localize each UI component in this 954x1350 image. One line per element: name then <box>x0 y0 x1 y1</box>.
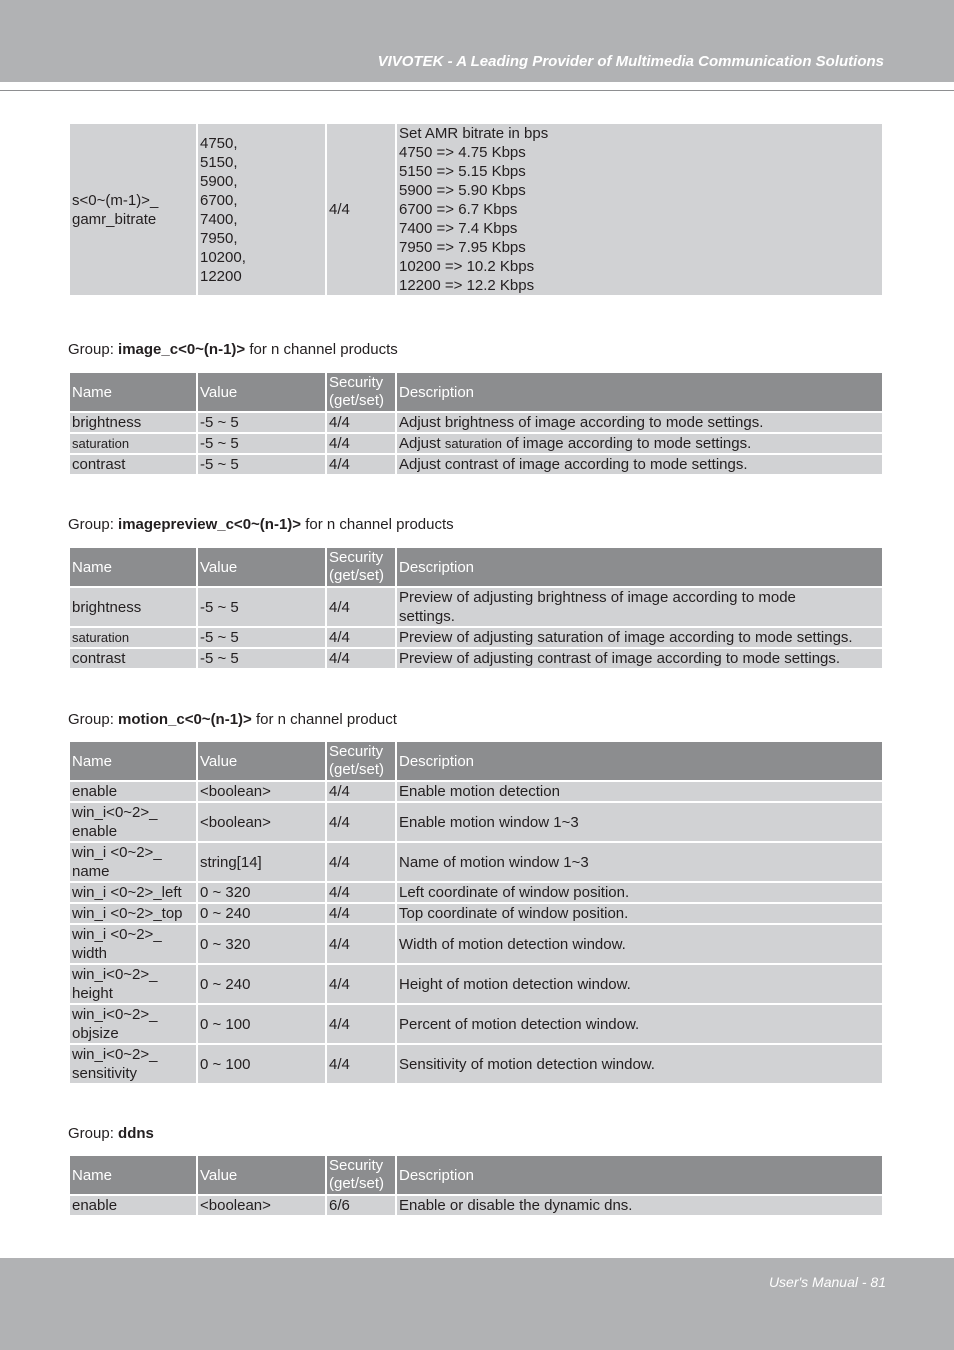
table-row: contrast -5 ~ 5 4/4 Adjust contrast of image according to mode settings. <box>70 455 882 474</box>
param-description-cell: Set AMR bitrate in bps 4750 => 4.75 Kbps 5150 => 5.15 Kbps 5900 => 5.90 Kbps 6700 => 6.7 Kbps 7400 => 7.4 Kbps 7950 => 7.95 Kbps 10200 => 10.2 Kbps 12200 => 12.2 Kbps <box>397 124 882 295</box>
column-header-name: Name <box>70 548 196 586</box>
table-row: brightness -5 ~ 5 4/4 Preview of adjusting brightness of image according to mode settings. <box>70 588 882 626</box>
bitrate-table <box>68 122 884 297</box>
param-security-cell: 4/4 <box>327 124 395 295</box>
column-header-security: Security (get/set) <box>327 373 395 411</box>
table-row <box>70 124 882 295</box>
header-title: VIVOTEK - A Leading Provider of Multimedia Communication Solutions <box>377 53 884 70</box>
table-row: win_i<0~2>_ objsize 0 ~ 100 4/4 Percent of motion detection window. <box>70 1005 882 1043</box>
group-title-image: Group: image_c<0~(n-1)> for n channel products <box>68 341 398 358</box>
page-number: User's Manual - 81 <box>768 1274 886 1290</box>
table-row: saturation -5 ~ 5 4/4 Adjust saturation of image according to mode settings. <box>70 434 882 453</box>
table-header-row <box>70 373 882 411</box>
motion-table <box>68 740 884 1085</box>
column-header-description: Description <box>397 1156 882 1194</box>
column-header-name: Name <box>70 373 196 411</box>
table-row: win_i<0~2>_ sensitivity 0 ~ 100 4/4 Sensitivity of motion detection window. <box>70 1045 882 1083</box>
imagepreview-table <box>68 546 884 670</box>
page-footer <box>0 1258 954 1350</box>
group-title-imagepreview: Group: imagepreview_c<0~(n-1)> for n channel products <box>68 516 454 533</box>
column-header-description: Description <box>397 742 882 780</box>
table-row: win_i<0~2>_ enable <boolean> 4/4 Enable motion window 1~3 <box>70 803 882 841</box>
table-row: enable <boolean> 4/4 Enable motion detection <box>70 782 882 801</box>
table-row: saturation -5 ~ 5 4/4 Preview of adjusting saturation of image according to mode settings. <box>70 628 882 647</box>
column-header-value: Value <box>198 373 325 411</box>
table-row: enable <boolean> 6/6 Enable or disable the dynamic dns. <box>70 1196 882 1215</box>
image-table <box>68 371 884 476</box>
column-header-description: Description <box>397 373 882 411</box>
param-value-cell: 4750, 5150, 5900, 6700, 7400, 7950, 10200, 12200 <box>198 124 325 295</box>
table-row: win_i<0~2>_ height 0 ~ 240 4/4 Height of motion detection window. <box>70 965 882 1003</box>
column-header-value: Value <box>198 742 325 780</box>
page-header <box>0 0 954 82</box>
column-header-name: Name <box>70 742 196 780</box>
table-header-row <box>70 548 882 586</box>
table-row: win_i <0~2>_top 0 ~ 240 4/4 Top coordinate of window position. <box>70 904 882 923</box>
table-row: contrast -5 ~ 5 4/4 Preview of adjusting contrast of image according to mode settings. <box>70 649 882 668</box>
table-row: brightness -5 ~ 5 4/4 Adjust brightness of image according to mode settings. <box>70 413 882 432</box>
table-header-row <box>70 1156 882 1194</box>
table-row: win_i <0~2>_ name string[14] 4/4 Name of motion window 1~3 <box>70 843 882 881</box>
group-title-motion: Group: motion_c<0~(n-1)> for n channel product <box>68 711 397 728</box>
group-title-ddns: Group: ddns <box>68 1125 154 1142</box>
table-row: win_i <0~2>_ width 0 ~ 320 4/4 Width of motion detection window. <box>70 925 882 963</box>
header-divider <box>0 90 954 91</box>
column-header-value: Value <box>198 1156 325 1194</box>
ddns-table <box>68 1154 884 1217</box>
table-row: win_i <0~2>_left 0 ~ 320 4/4 Left coordinate of window position. <box>70 883 882 902</box>
table-header-row <box>70 742 882 780</box>
column-header-description: Description <box>397 548 882 586</box>
column-header-value: Value <box>198 548 325 586</box>
column-header-security: Security (get/set) <box>327 742 395 780</box>
column-header-security: Security (get/set) <box>327 1156 395 1194</box>
column-header-security: Security (get/set) <box>327 548 395 586</box>
param-name-cell: s<0~(m-1)>_ gamr_bitrate <box>70 124 196 295</box>
column-header-name: Name <box>70 1156 196 1194</box>
